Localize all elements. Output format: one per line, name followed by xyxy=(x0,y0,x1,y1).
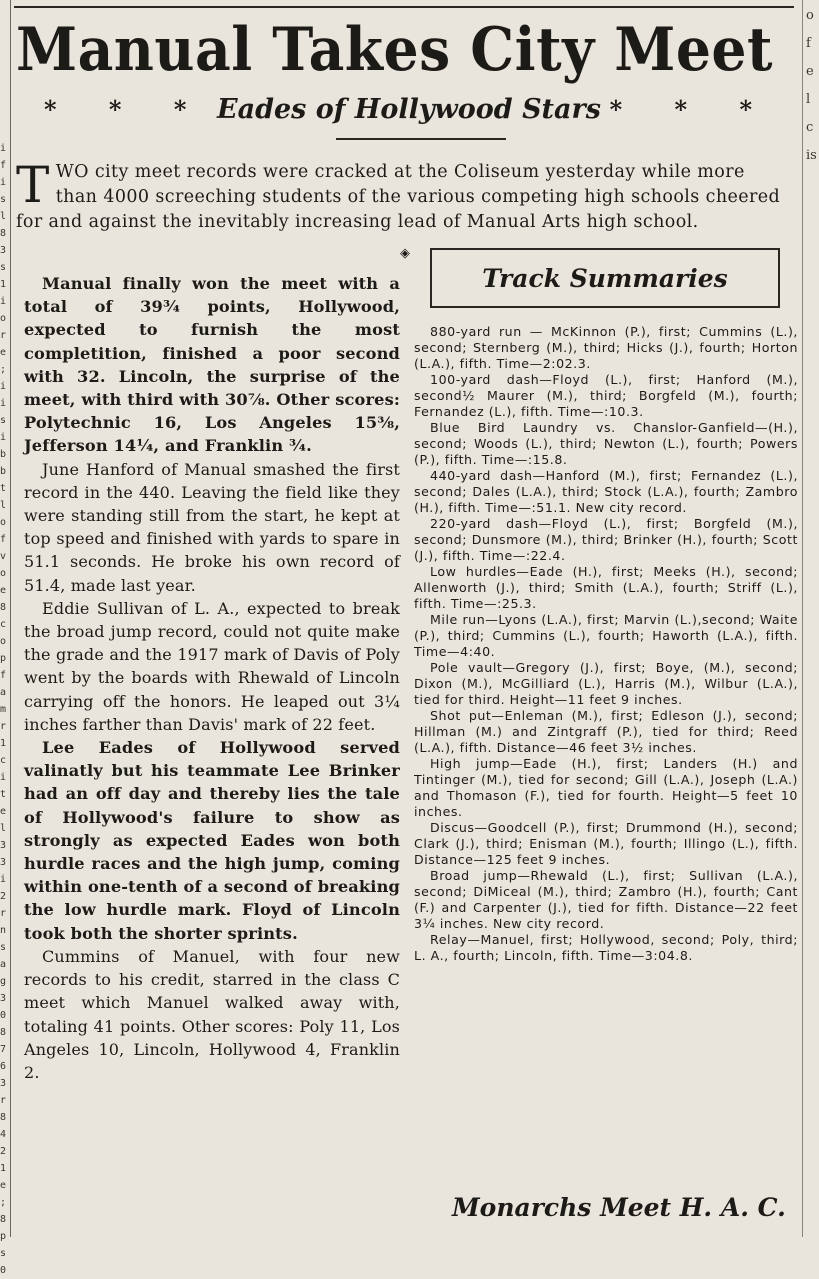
summary-event: Discus—Goodcell (P.), first; Drummond (H.), second; Clark (J.), third; Enisman (M.), fourth; Illingo (L.), fifth. Distance—125 feet 9 inches. xyxy=(414,820,798,867)
article-paragraph: Manual finally won the meet with a total of 39¾ points, Hollywood, expected to furnish the most completition, finished a poor second with 32. Lincoln, the surprise of the meet, with third with 30⅞. Other scores: Polytechnic 16, Los Angeles 15⅜, Jefferson 14¼, and Franklin ¾. xyxy=(24,274,400,456)
article-body xyxy=(24,272,400,1084)
next-article-headline: Monarchs Meet H. A. C. xyxy=(452,1193,786,1222)
lede-paragraph xyxy=(16,156,790,235)
left-column-rule xyxy=(10,0,11,1237)
right-column-rule xyxy=(802,0,803,1237)
stars-left: * * * xyxy=(44,95,209,124)
diamond-ornament: ◈ xyxy=(400,246,410,261)
top-rule xyxy=(14,6,794,8)
right-edge-fragments: o f e l c is xyxy=(806,8,817,163)
summary-event: Pole vault—Gregory (J.), first; Boye, (M.), second; Dixon (M.), McGilliard (L.), Harris (M.), Wilbur (L.A.), tied for third. Height—11 feet 9 inches. xyxy=(414,660,798,707)
article-paragraph: June Hanford of Manual smashed the first record in the 440. Leaving the field like they were standing still from the start, he kept at top speed and finished with yards to spare in 51.1 seconds. He broke his own record of 51.4, made last year. xyxy=(24,459,400,595)
stars-right: * * * xyxy=(609,95,774,124)
summary-event: Shot put—Enleman (M.), first; Edleson (J.), second; Hillman (M.) and Zintgraff (P.), tied for third; Reed (L.A.), fifth. Distance—46 feet 3½ inches. xyxy=(414,708,798,755)
subheadline xyxy=(44,94,774,125)
article-paragraph: Cummins of Manuel, with four new records to his credit, starred in the class C meet which Manuel walked away with, totaling 41 points. Other scores: Poly 11, Los Angeles 10, Lincoln, Hollywood 4, Franklin 2. xyxy=(24,946,400,1082)
summary-event: 880-yard run — McKinnon (P.), first; Cummins (L.), second; Sternberg (M.), third; Hicks (J.), fourth; Horton (L.A.), fifth. Time—2:02.3. xyxy=(414,324,798,371)
summary-event: Relay—Manuel, first; Hollywood, second; Poly, third; L. A., fourth; Lincoln, fifth. Time—3:04.8. xyxy=(414,932,798,963)
summary-event: Blue Bird Laundry vs. Chanslor-Ganfield—(H.), second; Woods (L.), third; Newton (L.), fourth; Powers (P.), fifth. Time—:15.8. xyxy=(414,420,798,467)
summary-event: Broad jump—Rhewald (L.), first; Sullivan (L.A.), second; DiMiceal (M.), third; Zambro (H.), fourth; Cant (F.) and Carpenter (J.), tied for fifth. Distance—22 feet 3¼ inches. New city record. xyxy=(414,868,798,931)
article-paragraph: Lee Eades of Hollywood served valinatly but his teammate Lee Brinker had an off day and thereby lies the tale of Hollywood's failure to show as strongly as expected Eades won both hurdle races and the high jump, coming within one-tenth of a second of breaking the low hurdle mark. Floyd of Lincoln took both the shorter sprints. xyxy=(24,738,400,943)
drop-cap: T xyxy=(16,156,50,214)
summary-event: Low hurdles—Eade (H.), first; Meeks (H.), second; Allenworth (J.), third; Smith (L.A.), fourth; Striff (L.), fifth. Time—:25.3. xyxy=(414,564,798,611)
summary-event: 440-yard dash—Hanford (M.), first; Fernandez (L.), second; Dales (L.A.), third; Stock (L.A.), fourth; Zambro (H.), fifth. Time—:51.1. New city record. xyxy=(414,468,798,515)
summary-event: Mile run—Lyons (L.A.), first; Marvin (L.),second; Waite (P.), third; Cummins (L.), fourth; Haworth (L.A.), fifth. Time—4:40. xyxy=(414,612,798,659)
lede-text: WO city meet records were cracked at the Coliseum yesterday while more than 4000 screeching students of the various competing high schools cheered for and against the inevitably increasing lead of Manual Arts high school. xyxy=(16,162,781,232)
summary-event: High jump—Eade (H.), first; Landers (H.) and Tintinger (M.), tied for second; Gill (L.A.), Joseph (L.A.) and Thomason (F.), tied for fourth. Height—5 feet 10 inches. xyxy=(414,756,798,819)
summary-event: 100-yard dash—Floyd (L.), first; Hanford (M.), second½ Maurer (M.), third; Borgfeld (M.), fourth; Fernandez (L.), fifth. Time—:10.3. xyxy=(414,372,798,419)
article-paragraph: Eddie Sullivan of L. A., expected to break the broad jump record, could not quite make the grade and the 1917 mark of Davis of Poly went by the boards with Rhewald of Lincoln carrying off the honors. He leaped out 3¼ inches farther than Davis' mark of 22 feet. xyxy=(24,598,400,734)
summary-event: 220-yard dash—Floyd (L.), first; Borgfeld (M.), second; Dunsmore (M.), third; Brinker (H.), fourth; Scott (J.), fifth. Time—:22.4. xyxy=(414,516,798,563)
subheadline-rule xyxy=(336,138,506,140)
track-summaries-title: Track Summaries xyxy=(430,248,780,308)
headline: Manual Takes City Meet xyxy=(16,15,773,85)
subheadline-text: Eades of Hollywood Stars xyxy=(217,94,601,125)
left-edge-fragments: i f i s l 8 3 s 1 i o r e ; i i s i b b t l o f v o e 8 c o p f a m r 1 c i t e l 3 3 i 2 r n s a g 3 0 8 7 6 3 r 8 4 2 1 e ; 8 p s 0 xyxy=(0,143,7,1276)
track-summaries-list xyxy=(414,324,798,964)
